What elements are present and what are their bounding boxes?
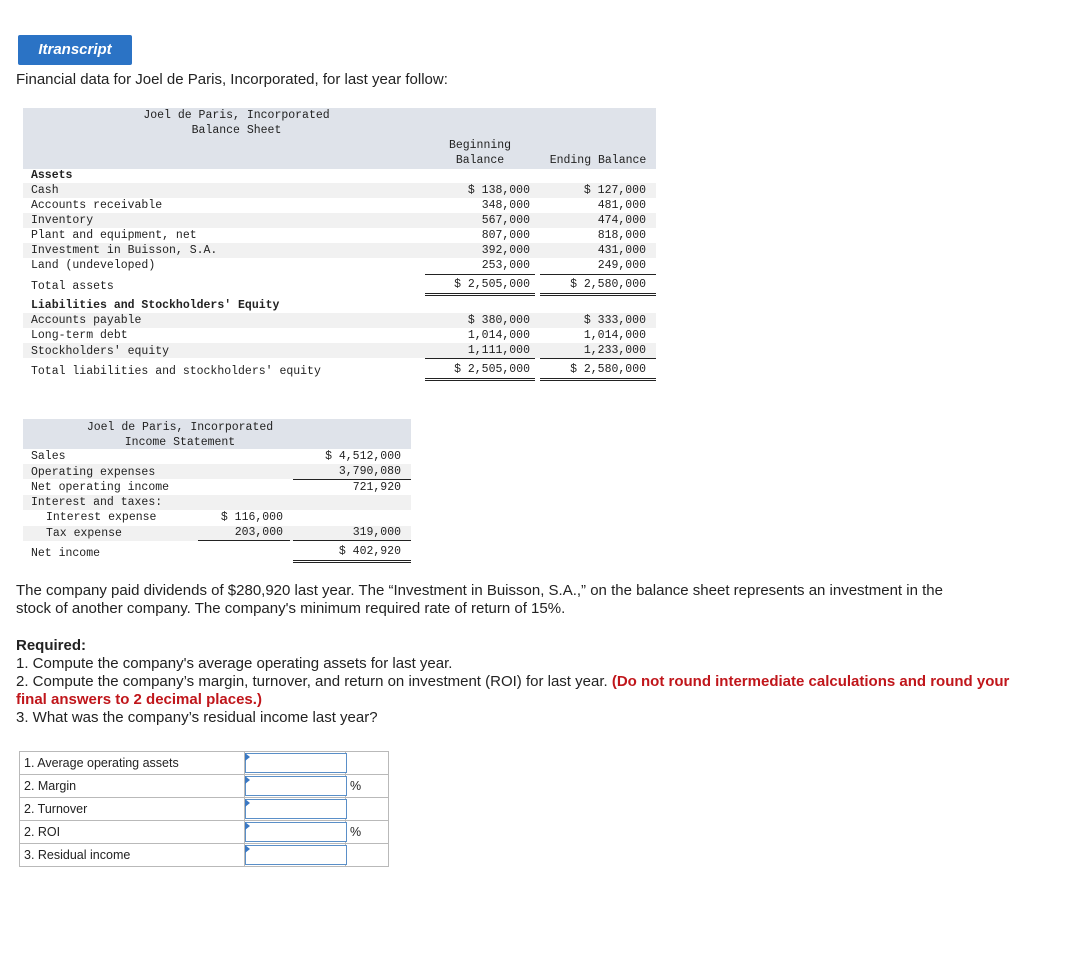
required-heading: Required:: [16, 637, 87, 654]
bs-total-liab-label: Total liabilities and stockholders' equity: [31, 365, 321, 378]
bs-row-label: Inventory: [31, 214, 94, 227]
transcript-button[interactable]: Itranscript: [18, 35, 132, 65]
is-title: Income Statement: [124, 436, 236, 449]
bs-row-label: Accounts payable: [31, 314, 142, 327]
is-sales-label: Sales: [31, 450, 66, 463]
bs-title: Balance Sheet: [191, 124, 282, 137]
input-marker-icon: [245, 799, 250, 807]
is-company: Joel de Paris, Incorporated: [86, 421, 274, 434]
bs-row-label: Investment in Buisson, S.A.: [31, 244, 218, 257]
bs-row-label: Plant and equipment, net: [31, 229, 197, 242]
is-sales-value: $ 4,512,000: [325, 450, 401, 463]
is-net-income-label: Net income: [31, 547, 101, 560]
input-marker-icon: [245, 845, 250, 853]
answer-row: [20, 844, 389, 867]
is-opex-label: Operating expenses: [31, 466, 156, 479]
bs-total-liab-end: $ 2,580,000: [570, 363, 646, 376]
required-q2-instruction: (Do not round intermediate calculations and round your final answers to 2 decimal places.): [16, 673, 1010, 708]
input-marker-icon: [245, 776, 250, 784]
bs-row-begin: 1,111,000: [467, 344, 530, 357]
answer-unit: [346, 844, 389, 867]
is-net-income-value: $ 402,920: [338, 545, 401, 558]
margin-input[interactable]: [245, 776, 347, 796]
answer-unit: %: [346, 775, 389, 798]
residual-income-input[interactable]: [245, 845, 347, 865]
answer-row: [20, 775, 389, 798]
bs-row-end: 431,000: [597, 244, 646, 257]
bs-col-begin-1: Beginning: [448, 139, 512, 152]
answer-cell: [245, 798, 346, 821]
turnover-input[interactable]: [245, 799, 347, 819]
is-interest-value: $ 116,000: [220, 511, 283, 524]
answer-label: 2. Turnover: [20, 798, 245, 821]
bs-row-end: 481,000: [597, 199, 646, 212]
answer-unit: %: [346, 821, 389, 844]
bs-row-begin: $ 138,000: [467, 184, 530, 197]
bs-total-assets-label: Total assets: [31, 280, 114, 293]
required-q1: 1. Compute the company's average operating assets for last year.: [16, 655, 453, 672]
bs-row-label: Stockholders' equity: [31, 345, 170, 358]
answer-table: [19, 751, 389, 867]
bs-row-end: 818,000: [597, 229, 646, 242]
bs-col-end: Ending Balance: [549, 154, 647, 167]
answer-cell: [245, 775, 346, 798]
answer-cell: [245, 821, 346, 844]
bs-row-end: 1,233,000: [583, 344, 646, 357]
bs-assets-header: Assets: [31, 169, 73, 182]
input-marker-icon: [245, 753, 250, 761]
required-q2-text: 2. Compute the company’s margin, turnover, and return on investment (ROI) for last year.: [16, 673, 608, 690]
average-operating-assets-input[interactable]: [245, 753, 347, 773]
required-q3: 3. What was the company’s residual income last year?: [16, 709, 378, 726]
bs-row-end: $ 127,000: [583, 184, 646, 197]
bs-row-label: Long-term debt: [31, 329, 128, 342]
bs-row-begin: 253,000: [481, 259, 530, 272]
answer-label: 2. Margin: [20, 775, 245, 798]
answer-unit: [346, 798, 389, 821]
is-int-taxes-label: Interest and taxes:: [31, 496, 163, 509]
answer-row: [20, 821, 389, 844]
intro-text: Financial data for Joel de Paris, Incorporated, for last year follow:: [16, 71, 448, 88]
bs-total-liab-begin: $ 2,505,000: [454, 363, 530, 376]
note-paragraph: The company paid dividends of $280,920 last year. The “Investment in Buisson, S.A.,” on the balance sheet represents an investment in the stock of another company. The company's minimum required rate of return of 15%.: [16, 582, 943, 617]
roi-input[interactable]: [245, 822, 347, 842]
bs-liab-header: Liabilities and Stockholders' Equity: [31, 299, 280, 312]
is-opex-value: 3,790,080: [338, 465, 401, 478]
required-q2: [16, 673, 1016, 709]
bs-row-label: Accounts receivable: [31, 199, 163, 212]
bs-row-begin: 807,000: [481, 229, 530, 242]
bs-row-begin: 1,014,000: [467, 329, 530, 342]
bs-row-label: Cash: [31, 184, 59, 197]
answer-unit: [346, 752, 389, 775]
bs-row-begin: $ 380,000: [467, 314, 530, 327]
bs-row-end: $ 333,000: [583, 314, 646, 327]
answer-cell: [245, 844, 346, 867]
input-marker-icon: [245, 822, 250, 830]
answer-row: [20, 752, 389, 775]
is-noi-value: 721,920: [352, 481, 401, 494]
is-tax-label: Tax expense: [46, 527, 122, 540]
bs-row-begin: 392,000: [481, 244, 530, 257]
answer-cell: [245, 752, 346, 775]
is-int-tax-total: 319,000: [352, 526, 401, 539]
is-tax-value: 203,000: [234, 526, 283, 539]
bs-col-begin-2: Balance: [455, 154, 505, 167]
bs-row-label: Land (undeveloped): [31, 259, 156, 272]
answer-label: 1. Average operating assets: [20, 752, 245, 775]
is-interest-label: Interest expense: [46, 511, 157, 524]
bs-total-assets-end: $ 2,580,000: [570, 278, 646, 291]
is-noi-label: Net operating income: [31, 481, 170, 494]
bs-row-end: 249,000: [597, 259, 646, 272]
bs-company: Joel de Paris, Incorporated: [143, 109, 330, 122]
bs-row-begin: 567,000: [481, 214, 530, 227]
answer-row: [20, 798, 389, 821]
bs-row-begin: 348,000: [481, 199, 530, 212]
bs-row-end: 1,014,000: [583, 329, 646, 342]
answer-label: 3. Residual income: [20, 844, 245, 867]
answer-label: 2. ROI: [20, 821, 245, 844]
bs-total-assets-begin: $ 2,505,000: [454, 278, 530, 291]
bs-row-end: 474,000: [597, 214, 646, 227]
